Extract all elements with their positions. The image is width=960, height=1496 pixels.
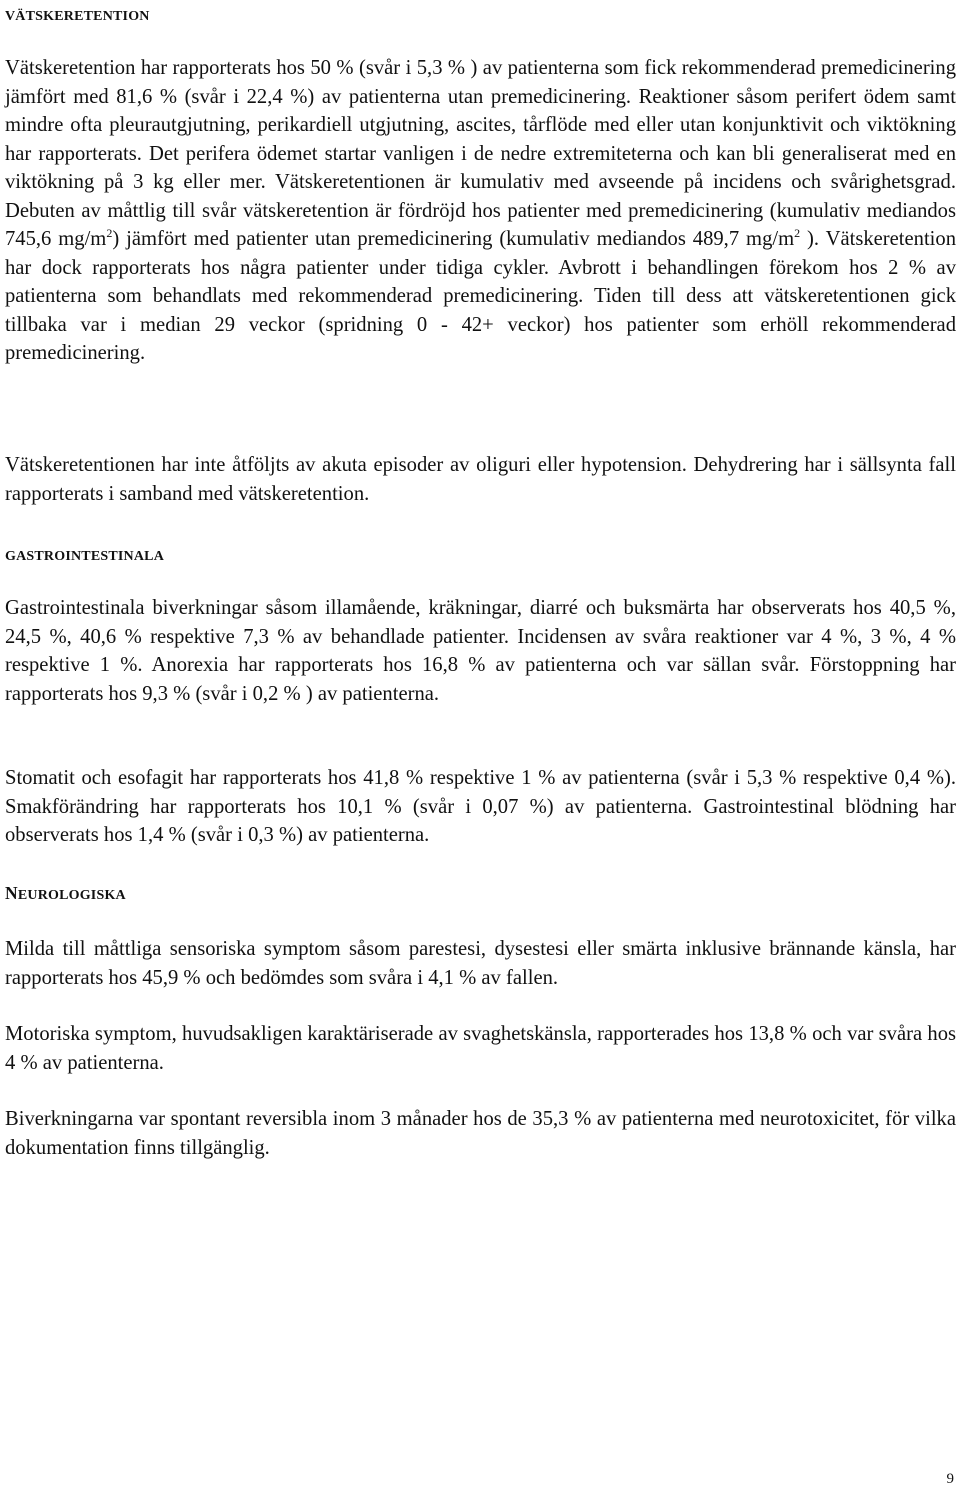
paragraph-fluid-retention-1 — [5, 54, 956, 368]
paragraph-neurological-2 — [5, 1020, 956, 1077]
text-segment: Milda till måttliga sensoriska symptom såsom parestesi, dysestesi eller smärta inklusive brännande känsla, har rapporterats hos 45,9 % och bedömdes som svåra i 4,1 % av fallen. — [5, 938, 956, 989]
text-segment: Motoriska symptom, huvudsakligen karaktäriserade av svaghetskänsla, rapporterades hos 13,8 % och var svåra hos 4 % av patienterna. — [5, 1023, 956, 1074]
superscript: 2 — [106, 226, 113, 241]
text-segment: Gastrointestinala biverkningar såsom illamående, kräkningar, diarré och buksmärta har observerats hos 40,5 %, 24,5 %, 40,6 % respektive 7,3 % av behandlade patienter. Incidensen av svåra reaktioner var 4 %, 3 %, 4 % respektive 1 %. Anorexia har rapporterats hos 16,8 % av patienterna och var sällan svår. Förstoppning har rapporterats hos 9,3 % (svår i 0,2 % ) av patienterna. — [5, 597, 956, 705]
text-segment: ) jämfört med patienter utan premedicinering (kumulativ mediandos 489,7 mg/m — [112, 228, 795, 250]
section-heading-neurological — [5, 883, 126, 904]
heading-text: VÄTSKERETENTION — [5, 9, 150, 24]
paragraph-neurological-3 — [5, 1105, 956, 1162]
heading-text: EUROLOGISKA — [17, 888, 126, 903]
text-segment: Biverkningarna var spontant reversibla inom 3 månader hos de 35,3 % av patienterna med neurotoxicitet, för vilka dokumentation finns tillgänglig. — [5, 1108, 956, 1159]
heading-initial: N — [5, 883, 18, 903]
paragraph-neurological-1 — [5, 935, 956, 992]
text-segment: Vätskeretention har rapporterats hos 50 % (svår i 5,3 % ) av patienterna som fick rekommenderad premedicinering jämfört med 81,6 % (svår i 22,4 %) av patienterna utan premedicinering. Reaktioner såsom perifert ödem samt mindre ofta pleurautgjutning, perikardiell utgjutning, ascites, tårflöde med eller utan konjunktivit och viktökning har rapporterats. Det perifera ödemet startar vanligen i de nedre extremiteterna och kan bli generaliserat med en viktökning på 3 kg eller mer. Vätskeretentionen är kumulativ med avseende på incidens och svårighetsgrad. Debuten av måttlig till svår vätskeretention är fördröjd hos patienter med premedicinering (kumulativ mediandos 745,6 mg/m — [5, 57, 956, 250]
paragraph-gastrointestinal-2 — [5, 764, 956, 850]
text-segment: Vätskeretentionen har inte åtföljts av akuta episoder av oliguri eller hypotension. Dehydrering har i sällsynta fall rapporterats i samband med vätskeretention. — [5, 454, 956, 505]
paragraph-gastrointestinal-1 — [5, 594, 956, 708]
paragraph-fluid-retention-2 — [5, 451, 956, 508]
section-heading-gastrointestinal — [5, 544, 164, 565]
page-number: 9 — [946, 1471, 954, 1487]
section-heading-fluid-retention — [5, 4, 150, 25]
heading-text: GASTROINTESTINALA — [5, 549, 164, 564]
text-segment: Stomatit och esofagit har rapporterats hos 41,8 % respektive 1 % av patienterna (svår i 5,3 % respektive 0,4 %). Smakförändring har rapporterats hos 10,1 % (svår i 0,07 %) av patienterna. Gastrointestinal blödning har observerats hos 1,4 % (svår i 0,3 %) av patienterna. — [5, 767, 956, 846]
text-segment: ). Vätskeretention har dock rapporterats hos några patienter under tidiga cykler. Avbrott i behandlingen förekom hos 2 % av patienterna som behandlats med rekommenderad premedicinering. Tiden till dess att vätskeretentionen gick tillbaka var i median 29 veckor (spridning 0 - 42+ veckor) hos patienter som erhöll rekommenderad premedicinering. — [5, 228, 956, 364]
superscript: 2 — [794, 226, 801, 241]
